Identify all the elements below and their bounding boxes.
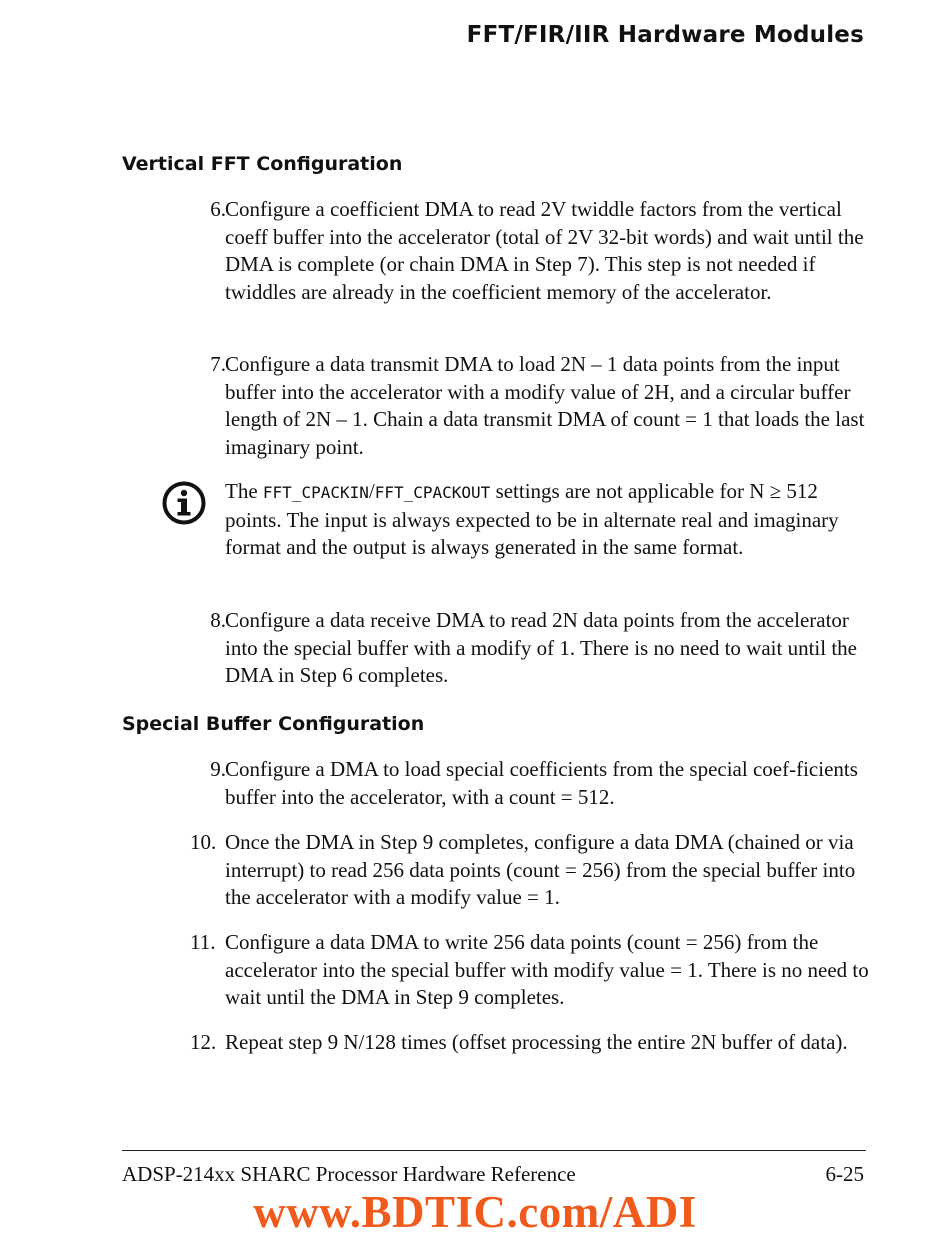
watermark: www.BDTIC.com/ADI xyxy=(253,1187,697,1237)
footer-title: ADSP-214xx SHARC Processor Hardware Reference xyxy=(122,1162,576,1186)
step-text: Configure a data receive DMA to read 2N data points from the accelerator into the special buffer with a modify of 1. There is no need to wait until the DMA in Step 6 completes. xyxy=(225,608,857,688)
footer-divider xyxy=(122,1150,866,1151)
step-text: Configure a data transmit DMA to load 2N – 1 data points from the input buffer into the accelerator with a modify value of 2H, and a circular buffer length of 2N – 1. Chain a data transmit DMA of count = 1 that loads the last imaginary point. xyxy=(225,352,865,459)
page-header: FFT/FIR/IIR Hardware Modules xyxy=(466,22,864,48)
page-number: 6-25 xyxy=(825,1162,864,1186)
note-rest: settings are not applicable for N ≥ 512 points. The input is always expected to be in alternate real and imaginary format and the output is always generated in the same format. xyxy=(225,479,839,560)
info-icon xyxy=(162,481,206,525)
step-number: 9. xyxy=(210,757,226,781)
step-number: 10. xyxy=(190,830,217,854)
step-text: Once the DMA in Step 9 completes, configure a data DMA (chained or via interrupt) to read 256 data points (count = 256) from the special buffer into the accelerator with a modify value = 1. xyxy=(225,830,856,910)
list-item-step-10 xyxy=(190,829,870,912)
info-note xyxy=(160,478,870,562)
section-title-vertical-fft: Vertical FFT Configuration xyxy=(122,153,403,175)
list-item-step-6 xyxy=(190,196,870,306)
step-number: 7. xyxy=(210,352,226,376)
note-slash: / xyxy=(368,479,375,503)
register-fft-cpackout: FFT_CPACKOUT xyxy=(374,483,491,502)
step-number: 12. xyxy=(190,1030,217,1054)
step-text: Configure a data DMA to write 256 data points (count = 256) from the accelerator into the special buffer with modify value = 1. There is no need to wait until the DMA in Step 9 completes. xyxy=(225,930,869,1010)
note-text xyxy=(225,478,870,562)
list-item-step-8 xyxy=(190,607,870,690)
step-number: 11. xyxy=(190,930,216,954)
list-item-step-11 xyxy=(190,929,870,1012)
list-item-step-7 xyxy=(190,351,870,461)
step-number: 8. xyxy=(210,608,226,632)
step-number: 6. xyxy=(210,197,226,221)
note-prefix: The xyxy=(225,479,263,503)
list-item-step-9 xyxy=(190,756,870,811)
register-fft-cpackin: FFT_CPACKIN xyxy=(262,483,369,502)
step-text: Configure a DMA to load special coefficients from the special coef-ficients buffer into the accelerator, with a count = 512. xyxy=(225,757,858,809)
step-text: Configure a coefficient DMA to read 2V twiddle factors from the vertical coeff buffer into the accelerator (total of 2V 32-bit words) and wait until the DMA is complete (or chain DMA in Step 7). This step is not needed if twiddles are already in the coefficient memory of the accelerator. xyxy=(225,197,864,304)
list-item-step-12 xyxy=(190,1029,870,1057)
section-title-special-buffer: Special Buffer Configuration xyxy=(122,713,425,735)
step-text: Repeat step 9 N/128 times (offset processing the entire 2N buffer of data). xyxy=(225,1030,848,1054)
